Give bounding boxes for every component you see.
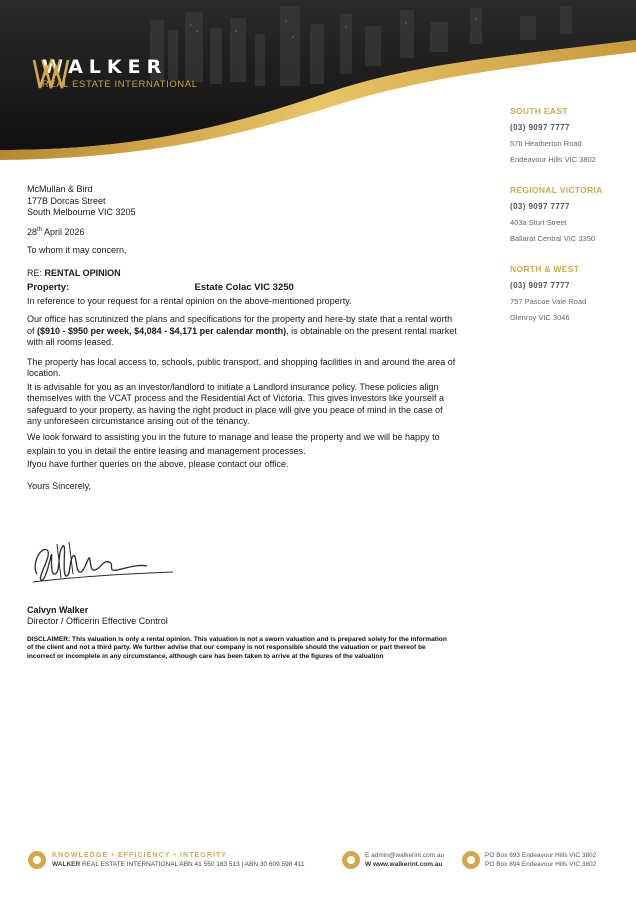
rental-worth-text-end: , is obtainable on the present rental market with all rooms leased.: [27, 325, 457, 347]
rental-worth-amount: ($910 - $950 per week, $4,084 - $4,171 per calendar month): [37, 325, 287, 336]
footer-po-box-2: PO Box 894 Endeavour Hills VIC 3802: [485, 861, 597, 868]
office-street: 757 Pascoe Vale Road: [510, 297, 587, 306]
walker-logo-icon: [32, 56, 70, 92]
intro-paragraph: In reference to your request for a rental opinion on the above-mentioned property.: [27, 295, 352, 306]
signer-title: Director / Officerin Effective Control: [27, 616, 168, 626]
office-suburb: Ballarat Central VIC 3350: [510, 234, 596, 243]
redacted-address-area: [72, 282, 192, 290]
brand-logo: [32, 56, 198, 90]
recipient-address: [27, 184, 457, 219]
footer-company-name: WALKER: [52, 861, 81, 868]
recipient-suburb: South Melbourne VIC 3205: [27, 207, 136, 217]
office-street: 57b Heatherton Road: [510, 139, 582, 148]
greeting: To whom it may concern,: [27, 245, 127, 255]
signer-block: [27, 605, 168, 627]
office-region: SOUTH EAST: [510, 106, 568, 116]
recipient-name: McMullan & Bird: [27, 184, 93, 194]
handwritten-signature: [27, 534, 177, 594]
letter-date: [27, 225, 457, 239]
office-suburb: Glenroy VIC 3046: [510, 313, 570, 322]
sign-off: Yours Sincerely,: [27, 481, 92, 491]
date-day: 28: [27, 226, 38, 237]
assistance-paragraph: We look forward to assisting you in the future to manage and lease the property and we will be happy to explain to you in detail the entire leasing and management processes.: [27, 431, 440, 456]
footer-tagline: KNOWLEDGE • EFFICIENCY • INTEGRITY: [52, 852, 228, 859]
footer-website[interactable]: W www.walkerint.com.au: [365, 861, 443, 868]
letter-body: [27, 184, 457, 493]
subject-prefix: RE:: [27, 267, 45, 278]
office-phone: (03) 9097 7777: [510, 202, 570, 211]
office-north-west: [510, 264, 630, 322]
office-list: [510, 106, 630, 343]
insurance-paragraph: It is advisable for you as an investor/landlord to initiate a Landlord insurance policy. These policies align themselves with the VCAT process and the Residential Act of Victoria. This gives investors like yourself a safeguard to your property, as having the right product in place will give you peace of mind in the case of any unforeseen circumstance arising out of the tenancy.: [27, 381, 445, 426]
recipient-street: 177B Dorcas Street: [27, 195, 106, 206]
date-suffix: th: [37, 226, 43, 233]
mail-badge-icon: [462, 851, 480, 869]
footer-po-box-1: PO Box 893 Endeavour Hills VIC 3802: [485, 852, 597, 859]
contact-badge-icon: [342, 851, 360, 869]
date-month-year: April 2026: [42, 226, 85, 237]
footer: [0, 842, 636, 882]
brand-name: WALKER: [42, 56, 168, 78]
footer-company: [52, 861, 305, 868]
property-address: Estate Colac VIC 3250: [194, 282, 294, 293]
disclaimer: DISCLAIMER: This valuation is only a rental opinion. This valuation is not a sworn valuation and is prepared solely for the information of the client and not a third party. We further advise that our company is not responsible should the valuation or part thereof be incorrect or incomplete in any circumstance, although care has been taken to arrive at the figures of the valuation: [27, 636, 447, 660]
subject-text: RENTAL OPINION: [44, 267, 121, 278]
office-regional-victoria: [510, 185, 630, 243]
office-phone: (03) 9097 7777: [510, 123, 570, 132]
footer-company-abn: REAL ESTATE INTERNATIONAL ABN 41 550 183 513 | ABN 30 609 598 411: [80, 861, 305, 868]
rental-worth-paragraph: [27, 314, 457, 349]
office-street: 403a Sturt Street: [510, 218, 567, 227]
rental-worth-text: Our office has scrutinized the plans and specifications for the property and here-by state that a rental worth of: [27, 314, 453, 336]
signer-name: Calvyn Walker: [27, 605, 89, 615]
subject-line: [27, 268, 457, 280]
office-region: REGIONAL VICTORIA: [510, 185, 603, 195]
queries-paragraph: Ifyou have further queries on the above, please contact our office.: [27, 458, 289, 469]
brand-badge-icon: [28, 851, 46, 869]
office-phone: (03) 9097 7777: [510, 281, 570, 290]
office-suburb: Endeavour Hills VIC 3802: [510, 155, 596, 164]
location-paragraph: The property has local access to, schools, public transport, and shopping facilities in and around the area of location.: [27, 356, 456, 378]
office-south-east: [510, 106, 630, 164]
office-region: NORTH & WEST: [510, 264, 580, 274]
property-label: Property:: [27, 282, 70, 293]
footer-email[interactable]: E admin@walkerint.com.au: [365, 852, 445, 859]
brand-subtitle: REAL ESTATE INTERNATIONAL: [42, 79, 198, 90]
property-line: [27, 282, 457, 294]
